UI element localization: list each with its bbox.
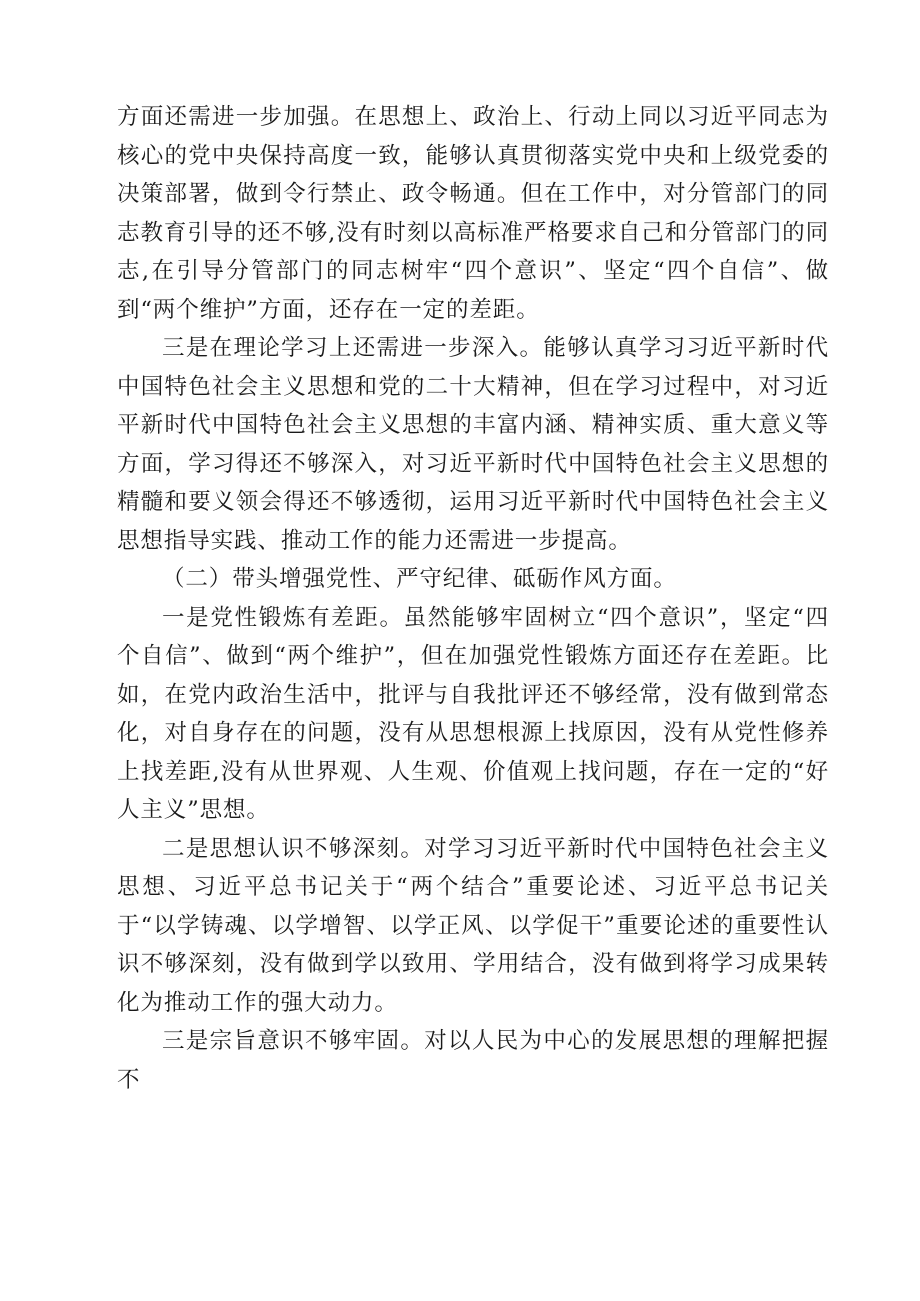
paragraph-ideological-understanding: 二是思想认识不够深刻。对学习习近平新时代中国特色社会主义思想、习近平总书记关于“两个结合”重要论述、习近平总书记关于“以学铸魂、以学增智、以学正风、以学促干”重要论述的重要性认识不够深刻，没有做到学以致用、学用结合，没有做到将学习成果转化为推动工作的强大动力。	[117, 835, 829, 1016]
paragraph-theory-study: 三是在理论学习上还需进一步深入。能够认真学习习近平新时代中国特色社会主义思想和党的二十大精神，但在学习过程中，对习近平新时代中国特色社会主义思想的丰富内涵、精神实质、重大意义等方面，学习得还不够深入，对习近平新时代中国特色社会主义思想的精髓和要义领会得还不够透彻，运用习近平新时代中国特色社会主义思想指导实践、推动工作的能力还需进一步提高。	[117, 335, 829, 554]
paragraph-continuation: 方面还需进一步加强。在思想上、政治上、行动上同以习近平同志为核心的党中央保持高度一致，能够认真贯彻落实党中央和上级党委的决策部署，做到令行禁止、政令畅通。但在工作中，对分管部门的同志教育引导的还不够,没有时刻以高标准严格要求自己和分管部门的同志,在引导分管部门的同志树牢“四个意识”、坚定“四个自信”、做到“两个维护”方面，还存在一定的差距。	[117, 104, 829, 323]
document-body	[117, 98, 829, 1099]
paragraph-party-spirit-training: 一是党性锻炼有差距。虽然能够牢固树立“四个意识”，坚定“四个自信”、做到“两个维护”，但在加强党性锻炼方面还存在差距。比如，在党内政治生活中，批评与自我批评还不够经常，没有做到常态化，对自身存在的问题，没有从思想根源上找原因，没有从党性修养上找差距,没有从世界观、人生观、价值观上找问题，存在一定的“好人主义”思想。	[117, 604, 829, 823]
paragraph-purpose-awareness: 三是宗旨意识不够牢固。对以人民为中心的发展思想的理解把握不	[117, 1028, 829, 1093]
section-heading-party-spirit: （二）带头增强党性、严守纪律、砥砺作风方面。	[162, 566, 677, 592]
